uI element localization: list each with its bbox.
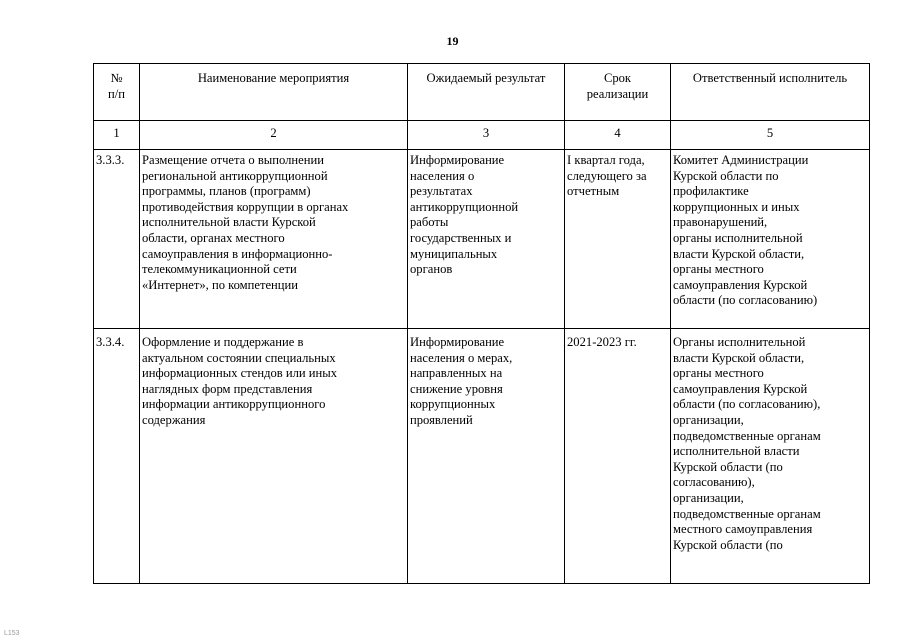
table-row xyxy=(94,150,870,329)
column-number-2: 2 xyxy=(140,121,408,150)
column-number-1: 1 xyxy=(94,121,140,150)
row-result-cell: Информирование населения о мерах, направленных на снижение уровня коррупционных проявлений xyxy=(408,329,565,584)
row-result-cell: Информирование населения о результатах антикоррупционной работы государственных и муниципальных органов xyxy=(408,150,565,329)
footer-mark: L153 xyxy=(4,630,20,637)
column-number-5: 5 xyxy=(671,121,870,150)
row-number-cell: 3.3.4. xyxy=(94,329,140,584)
column-numbers-row xyxy=(94,121,870,150)
row-executor-cell: Комитет Администрации Курской области по профилактике коррупционных и иных правонарушений, органы исполнительной власти Курской области, органы местного самоуправления Курской области (по согласованию) xyxy=(671,150,870,329)
header-cell-term: Срок реализации xyxy=(565,64,671,121)
row-executor-cell: Органы исполнительной власти Курской области, органы местного самоуправления Курской области (по согласованию), организации, подведомственные органам исполнительной власти Курской области (по согласованию), организации, подведомственные органам местного самоуправления Курской области (по xyxy=(671,329,870,584)
row-term-cell: 2021-2023 гг. xyxy=(565,329,671,584)
column-number-4: 4 xyxy=(565,121,671,150)
header-cell-result: Ожидаемый результат xyxy=(408,64,565,121)
row-name-cell: Размещение отчета о выполнении региональной антикоррупционной программы, планов (программ) противодействия коррупции в органах исполнительной власти Курской области, органах местного самоуправления в информационно- телекоммуникационной сети «Интернет», по компетенции xyxy=(140,150,408,329)
table-header-row xyxy=(94,64,870,121)
header-cell-name: Наименование мероприятия xyxy=(140,64,408,121)
header-cell-executor: Ответственный исполнитель xyxy=(671,64,870,121)
row-number-cell: 3.3.3. xyxy=(94,150,140,329)
row-name-cell: Оформление и поддержание в актуальном состоянии специальных информационных стендов или иных наглядных форм представления информации антикоррупционного содержания xyxy=(140,329,408,584)
table-row xyxy=(94,329,870,584)
measures-table xyxy=(93,63,870,584)
column-number-3: 3 xyxy=(408,121,565,150)
row-term-cell: I квартал года, следующего за отчетным xyxy=(565,150,671,329)
header-cell-number: № п/п xyxy=(94,64,140,121)
page-number: 19 xyxy=(446,34,459,48)
